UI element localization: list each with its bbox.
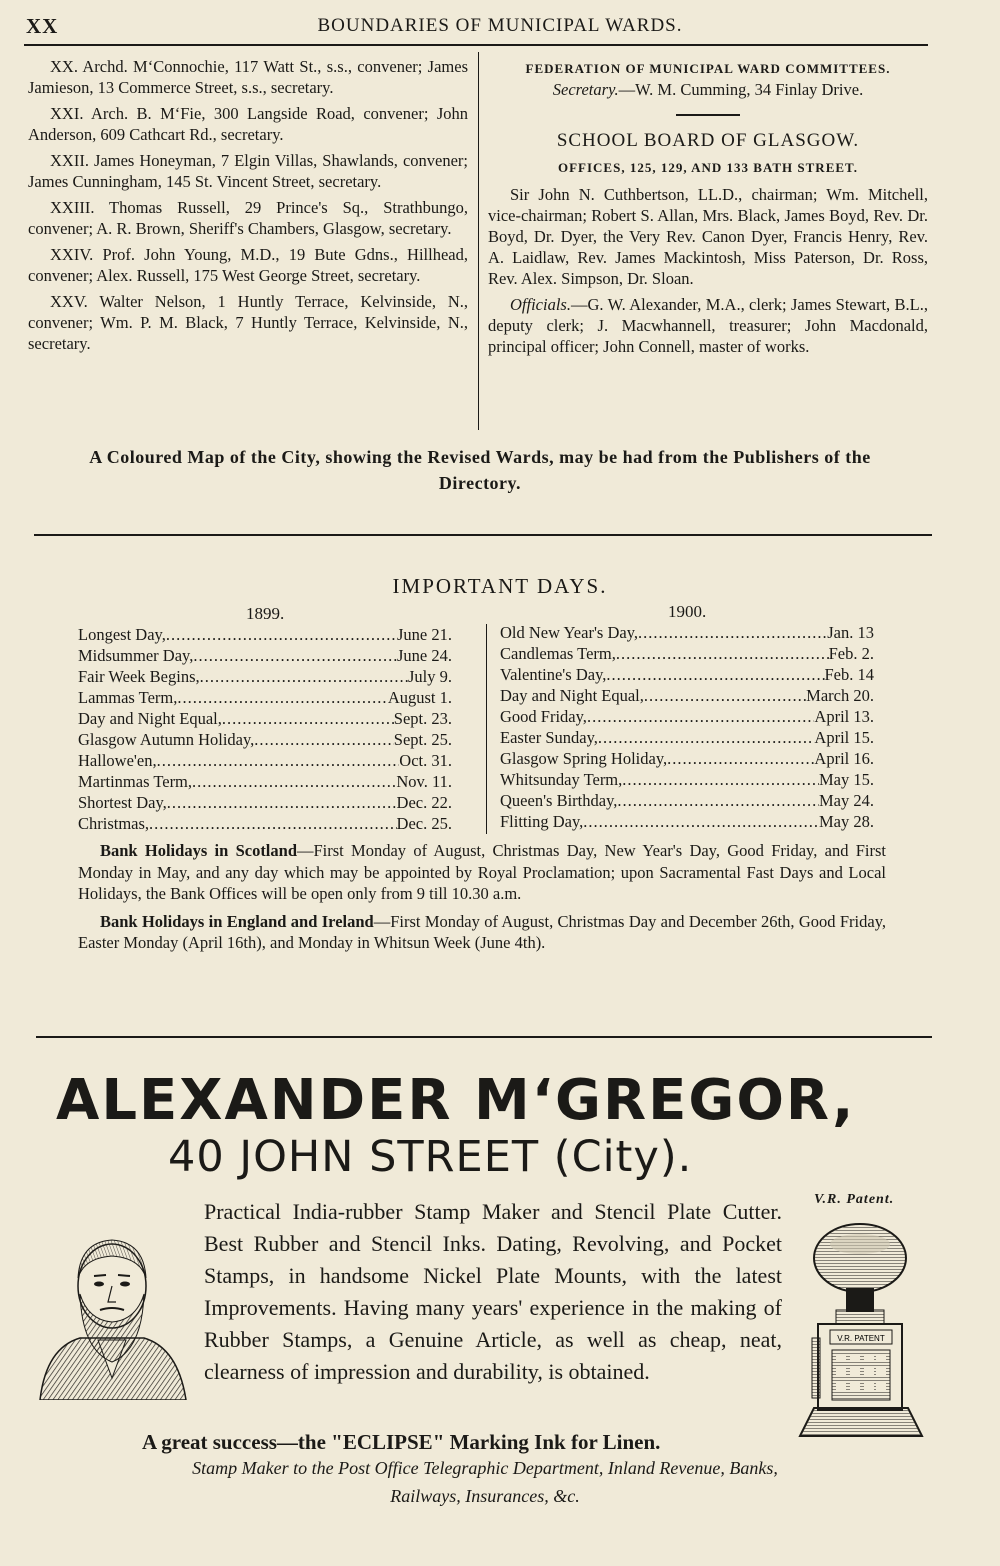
leader-dots — [622, 769, 819, 790]
day-date: April 13. — [814, 707, 874, 726]
portrait-image — [36, 1228, 188, 1400]
school-board-officials — [488, 294, 928, 357]
column-divider — [478, 52, 479, 430]
day-name: Glasgow Spring Holiday, — [500, 749, 668, 768]
leader-dots — [616, 643, 829, 664]
school-board-members: Sir John N. Cuthbertson, LL.D., chairman; Wm. Mitchell, vice-chairman; Robert S. Allan, Mrs. Black, James Boyd, Rev. Dr. Boyd, Dr. Dyer, the Very Rev. Canon Dyer, Francis Henry, Rev. A. Laidlaw, Rev. James Mackintosh, Miss Paterson, Dr. Ross, Rev. Alex. Simpson, Dr. Sloan. — [488, 185, 928, 288]
day-row — [500, 643, 874, 664]
ward-entry: XX. Archd. M‘Connochie, 117 Watt St., s.s., convener; James Jamieson, 13 Commerce Street, s.s., secretary. — [28, 57, 468, 97]
advert-name: ALEXANDER M‘GREGOR, — [56, 1068, 856, 1133]
day-row — [78, 687, 452, 708]
leader-dots — [200, 666, 408, 687]
day-date: March 20. — [806, 686, 874, 705]
day-row — [78, 645, 452, 666]
leader-dots — [598, 727, 815, 748]
day-row — [500, 790, 874, 811]
leader-dots — [149, 813, 397, 834]
day-date: May 15. — [819, 770, 874, 789]
bank-holidays-scotland — [78, 840, 886, 905]
federation-heading: FEDERATION OF MUNICIPAL WARD COMMITTEES. — [525, 61, 891, 76]
day-date: July 9. — [407, 667, 452, 686]
day-name: Flitting Day, — [500, 812, 584, 831]
ward-list — [28, 56, 468, 359]
day-date: Sept. 25. — [393, 730, 452, 749]
leader-dots — [587, 706, 814, 727]
bank-england-label: Bank Holidays in England and Ireland — [100, 911, 374, 931]
day-row — [500, 622, 874, 643]
bank-scotland-text: —First Monday of August, Christmas Day, New Year's Day, Good Friday, and First Monday in May, and any day which may be appointed by Royal Proclamation; upon Sacramental Fast Days and Local Holidays, the Bank Offices will be open only from 9 till 10.30 a.m. — [78, 841, 886, 903]
page-title: BOUNDARIES OF MUNICIPAL WARDS. — [317, 15, 683, 36]
school-board-heading: SCHOOL BOARD OF GLASGOW. — [556, 130, 860, 151]
advert-address: 40 JOHN STREET (City). — [168, 1132, 693, 1182]
day-date: May 28. — [819, 812, 874, 831]
important-days-heading: IMPORTANT DAYS. — [392, 574, 608, 598]
ward-entry: XXII. James Honeyman, 7 Elgin Villas, Shawlands, convener; James Cunningham, 145 St. Vincent Street, secretary. — [28, 151, 468, 191]
page-number: XX — [26, 14, 59, 38]
secretary-text: —W. M. Cumming, 34 Finlay Drive. — [618, 80, 864, 99]
day-row — [78, 666, 452, 687]
bank-england-text: —First Monday of August, Christmas Day and December 26th, Good Friday, Easter Monday (April 16th), and Monday in Whitsun Week (June 4th). — [78, 911, 886, 952]
day-row — [78, 729, 452, 750]
leader-dots — [606, 664, 824, 685]
leader-dots — [667, 748, 814, 769]
leader-dots — [166, 624, 397, 645]
day-name: Fair Week Begins, — [78, 667, 200, 686]
school-board-offices: OFFICES, 125, 129, AND 133 BATH STREET. — [557, 160, 858, 175]
leader-dots — [192, 771, 396, 792]
secretary-label: Secretary. — [552, 80, 619, 99]
day-name: Christmas, — [78, 814, 150, 833]
advert-footer-line2: Railways, Insurances, &c. — [390, 1486, 580, 1506]
day-name: Valentine's Day, — [500, 665, 607, 684]
leader-dots — [583, 811, 819, 832]
day-date: Feb. 14 — [824, 665, 874, 684]
advert-description: Practical India-rubber Stamp Maker and Stencil Plate Cutter. Best Rubber and Stencil Inks. Dating, Revolving, and Pocket Stamps, in handsome Nickel Plate Mounts, with the latest Improvements. Having many years' experience in the making of Rubber Stamps, a Genuine Article, as well as cheap, neat, clearness of impression and durability, is obtained. — [204, 1199, 782, 1384]
day-date: Feb. 2. — [828, 644, 874, 663]
day-name: Good Friday, — [500, 707, 587, 726]
day-row — [500, 727, 874, 748]
section-rule — [34, 534, 932, 536]
day-name: Midsummer Day, — [78, 646, 194, 665]
day-row — [500, 685, 874, 706]
day-date: April 15. — [814, 728, 874, 747]
day-date: Dec. 25. — [396, 814, 452, 833]
bank-holidays — [78, 840, 886, 959]
days-divider — [486, 624, 487, 834]
header-rule — [24, 44, 928, 46]
officials-label: Officials. — [510, 295, 571, 314]
leader-dots — [222, 708, 394, 729]
leader-dots — [167, 792, 397, 813]
day-name: Glasgow Autumn Holiday, — [78, 730, 255, 749]
day-date: May 24. — [819, 791, 874, 810]
ward-entry: XXIII. Thomas Russell, 29 Prince's Sq., Strathbungo, convener; A. R. Brown, Sheriff's Chambers, Glasgow, secretary. — [28, 198, 468, 238]
leader-dots — [254, 729, 393, 750]
day-name: Hallowe'en, — [78, 751, 157, 770]
day-row — [500, 706, 874, 727]
day-date: June 21. — [397, 625, 452, 644]
day-date: Jan. 13 — [827, 623, 874, 642]
day-row — [78, 624, 452, 645]
day-name: Old New Year's Day, — [500, 623, 639, 642]
ward-entry: XXIV. Prof. John Young, M.D., 19 Bute Gdns., Hillhead, convener; Alex. Russell, 175 West George Street, secretary. — [28, 245, 468, 285]
leader-dots — [193, 645, 397, 666]
short-rule — [676, 114, 740, 116]
ward-entry: XXV. Walter Nelson, 1 Huntly Terrace, Kelvinside, N., convener; Wm. P. M. Black, 7 Huntly Terrace, Kelvinside, N., secretary. — [28, 292, 468, 353]
ward-entry: XXI. Arch. B. M‘Fie, 300 Langside Road, convener; John Anderson, 609 Cathcart Rd., secretary. — [28, 104, 468, 144]
eclipse-ink-line: A great success—the "ECLIPSE" Marking Ink for Linen. — [142, 1430, 661, 1454]
year-1900: 1900. — [668, 602, 707, 621]
day-row — [78, 708, 452, 729]
day-date: June 24. — [397, 646, 452, 665]
bank-scotland-label: Bank Holidays in Scotland — [100, 841, 297, 860]
day-row — [78, 750, 452, 771]
leader-dots — [617, 790, 819, 811]
leader-dots — [638, 622, 827, 643]
stamp-machine-image — [796, 1218, 924, 1438]
leader-dots — [177, 687, 387, 708]
day-name: Queen's Birthday, — [500, 791, 618, 810]
federation-secretary — [488, 79, 928, 100]
day-name: Candlemas Term, — [500, 644, 616, 663]
day-name: Longest Day, — [78, 625, 166, 644]
leader-dots — [644, 685, 806, 706]
day-date: Dec. 22. — [396, 793, 452, 812]
day-row — [500, 769, 874, 790]
day-name: Whitsunday Term, — [500, 770, 623, 789]
day-row — [500, 664, 874, 685]
day-date: August 1. — [387, 688, 452, 707]
day-row — [78, 792, 452, 813]
leader-dots — [157, 750, 400, 771]
day-row — [500, 811, 874, 832]
year-1899: 1899. — [246, 604, 285, 623]
map-notice: A Coloured Map of the City, showing the Revised Wards, may be had from the Publishers of the Directory. — [89, 447, 871, 493]
day-date: Oct. 31. — [399, 751, 452, 770]
officials-text: —G. W. Alexander, M.A., clerk; James Stewart, B.L., deputy clerk; J. Macwhannell, treasurer; John Macdonald, principal officer; John Connell, master of works. — [488, 295, 928, 356]
day-name: Day and Night Equal, — [500, 686, 644, 705]
days-1900 — [500, 622, 874, 832]
day-name: Martinmas Term, — [78, 772, 193, 791]
day-date: April 16. — [814, 749, 874, 768]
day-row — [78, 771, 452, 792]
patent-label: V.R. Patent. — [814, 1192, 895, 1207]
bank-holidays-england — [78, 911, 886, 954]
advert-rule — [36, 1036, 932, 1038]
day-name: Easter Sunday, — [500, 728, 598, 747]
days-1899 — [78, 624, 452, 834]
day-name: Day and Night Equal, — [78, 709, 222, 728]
day-date: Sept. 23. — [393, 709, 452, 728]
advert-footer-line1: Stamp Maker to the Post Office Telegraphic Department, Inland Revenue, Banks, — [192, 1458, 778, 1478]
day-name: Lammas Term, — [78, 688, 178, 707]
day-name: Shortest Day, — [78, 793, 167, 812]
day-row — [78, 813, 452, 834]
stamp-plate-text: V.R. PATENT — [837, 1334, 885, 1343]
day-row — [500, 748, 874, 769]
right-column — [488, 58, 928, 362]
day-date: Nov. 11. — [396, 772, 452, 791]
